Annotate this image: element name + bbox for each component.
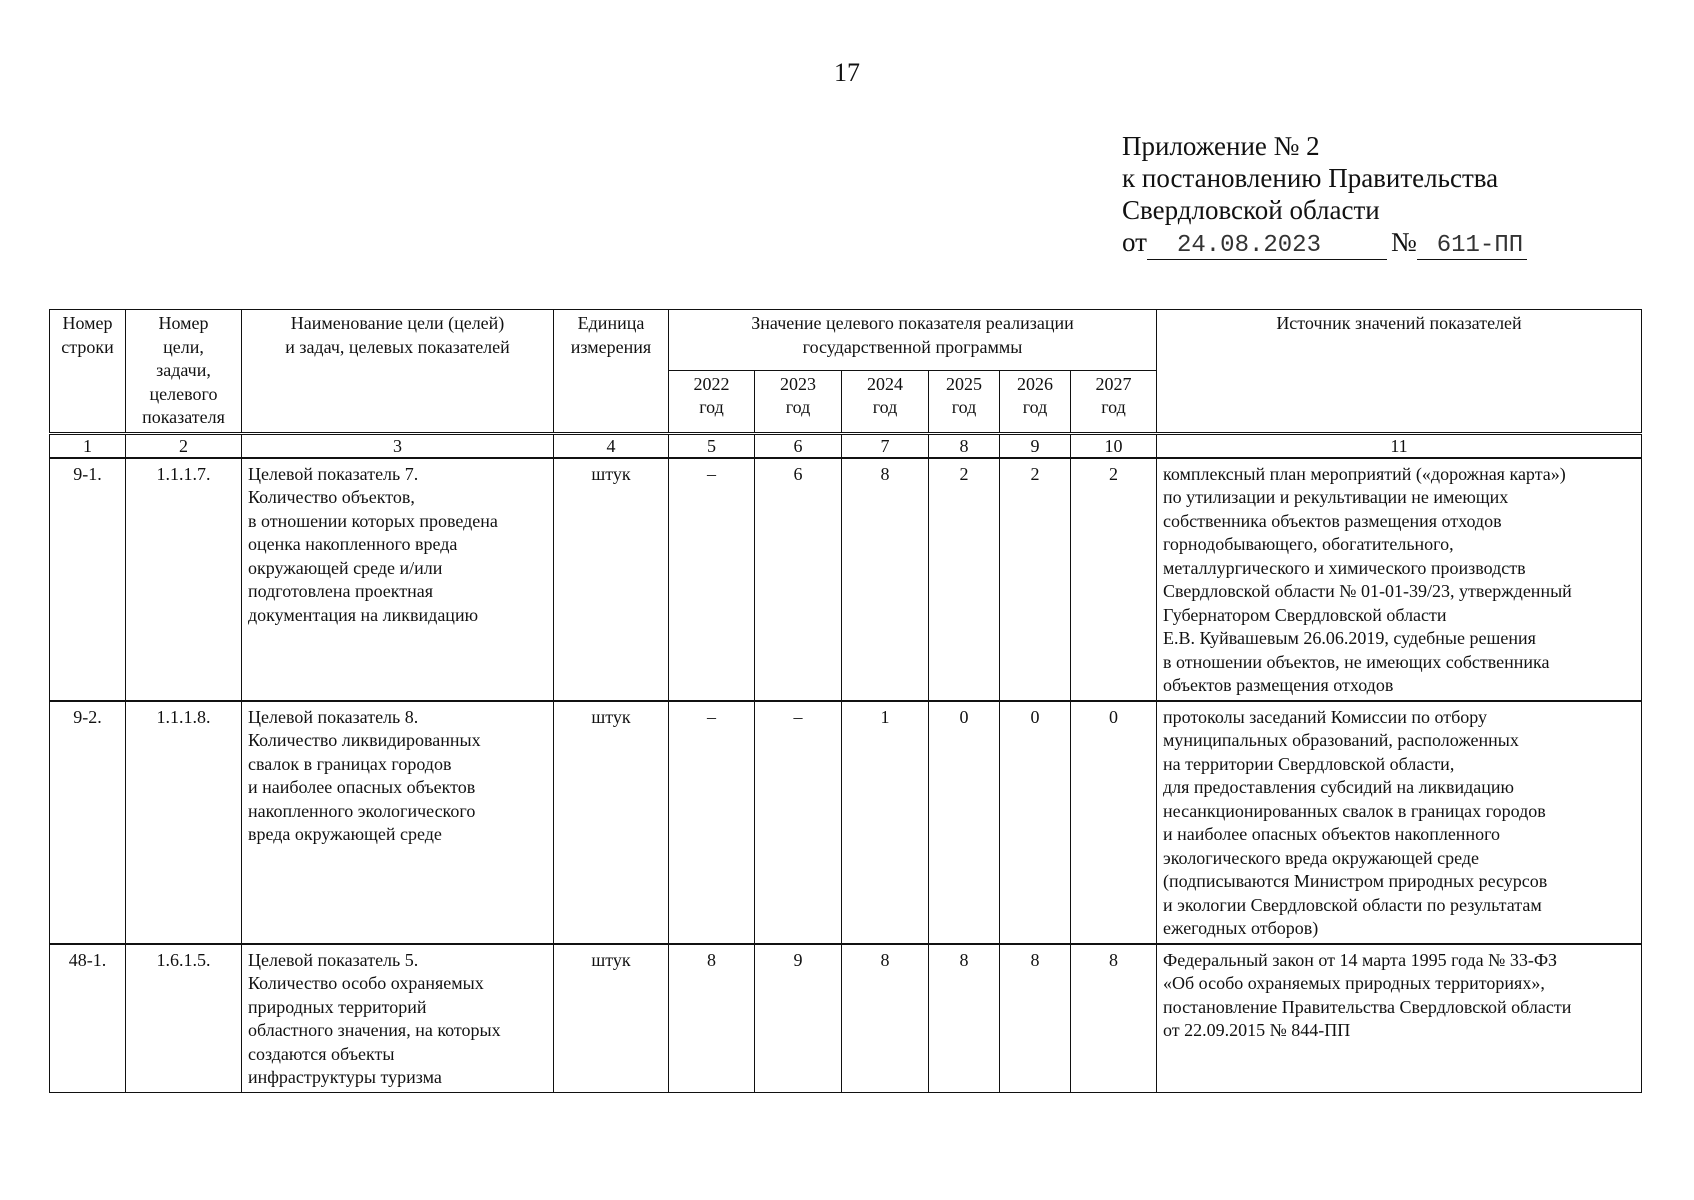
row-number: 9-2. [50, 701, 126, 944]
page-number: 17 [834, 58, 860, 87]
header-year: 2027 год [1071, 370, 1157, 433]
unit: штук [554, 458, 669, 701]
indicator-name: Целевой показатель 7. Количество объектов, в отношении которых проведена оценка накопленного вреда окружающей среде и/или подготовлена проектная документация на ликвидацию [242, 458, 554, 701]
value-2024: 1 [842, 701, 929, 944]
indicator-name: Целевой показатель 8. Количество ликвидированных свалок в границах городов и наиболее опасных объектов накопленного экологического вреда окружающей среде [242, 701, 554, 944]
value-2024: 8 [842, 458, 929, 701]
table-row [50, 701, 1642, 944]
value-2025: 0 [929, 701, 1000, 944]
row-number: 9-1. [50, 458, 126, 701]
value-2027: 2 [1071, 458, 1157, 701]
row-number: 48-1. [50, 944, 126, 1093]
value-2026: 2 [1000, 458, 1071, 701]
value-2023: 9 [755, 944, 842, 1093]
header-year: 2022 год [669, 370, 755, 433]
appendix-block [1122, 130, 1642, 260]
goal-number: 1.6.1.5. [126, 944, 242, 1093]
column-number: 3 [242, 433, 554, 458]
header-unit: Единица измерения [554, 310, 669, 434]
header-value-group: Значение целевого показателя реализации государственной программы [669, 310, 1157, 371]
column-number: 11 [1157, 433, 1642, 458]
value-2023: – [755, 701, 842, 944]
unit: штук [554, 701, 669, 944]
column-numbers-row [50, 433, 1642, 458]
column-number: 2 [126, 433, 242, 458]
appendix-line-region: Свердловской области [1122, 195, 1380, 225]
header-year: 2026 год [1000, 370, 1071, 433]
value-2026: 8 [1000, 944, 1071, 1093]
unit: штук [554, 944, 669, 1093]
value-2022: 8 [669, 944, 755, 1093]
header-year: 2023 год [755, 370, 842, 433]
column-number: 4 [554, 433, 669, 458]
header-year: 2024 год [842, 370, 929, 433]
header-year: 2025 год [929, 370, 1000, 433]
date-prefix: от [1122, 227, 1147, 257]
column-number: 5 [669, 433, 755, 458]
indicators-table [49, 309, 1642, 1093]
appendix-date-line [1122, 226, 1642, 260]
header-name: Наименование цели (целей) и задач, целевых показателей [242, 310, 554, 434]
appendix-title: Приложение № 2 [1122, 131, 1320, 161]
table-row [50, 458, 1642, 701]
value-2023: 6 [755, 458, 842, 701]
column-number: 6 [755, 433, 842, 458]
value-2025: 8 [929, 944, 1000, 1093]
table-row [50, 944, 1642, 1093]
value-2024: 8 [842, 944, 929, 1093]
source: комплексный план мероприятий («дорожная карта») по утилизации и рекультивации не имеющих собственника объектов размещения отходов горнодобывающего, обогатительного, металлургического и химического производств Свердловской области № 01-01-39/23, утвержденный Губернатором Свердловской области Е.В. Куйвашевым 26.06.2019, судебные решения в отношении объектов, не имеющих собственника объектов размещения отходов [1157, 458, 1642, 701]
value-2025: 2 [929, 458, 1000, 701]
source: протоколы заседаний Комиссии по отбору муниципальных образований, расположенных на территории Свердловской области, для предоставления субсидий на ликвидацию несанкционированных свалок в границах городов и наиболее опасных объектов накопленного экологического вреда окружающей среде (подписываются Министром природных ресурсов и экологии Свердловской области по результатам ежегодных отборов) [1157, 701, 1642, 944]
indicator-name: Целевой показатель 5. Количество особо охраняемых природных территорий областного значения, на которых создаются объекты инфраструктуры туризма [242, 944, 554, 1093]
header-goal-number: Номер цели, задачи, целевого показателя [126, 310, 242, 434]
column-number: 10 [1071, 433, 1157, 458]
column-number: 9 [1000, 433, 1071, 458]
number-label: № [1390, 227, 1417, 257]
value-2022: – [669, 458, 755, 701]
decree-date: 24.08.2023 [1147, 233, 1387, 260]
header-row [50, 310, 1642, 371]
header-row-number: Номер строки [50, 310, 126, 434]
goal-number: 1.1.1.8. [126, 701, 242, 944]
value-2026: 0 [1000, 701, 1071, 944]
value-2027: 0 [1071, 701, 1157, 944]
column-number: 7 [842, 433, 929, 458]
appendix-line-decree: к постановлению Правительства [1122, 163, 1499, 193]
goal-number: 1.1.1.7. [126, 458, 242, 701]
decree-number: 611-ПП [1417, 233, 1527, 260]
header-source: Источник значений показателей [1157, 310, 1642, 434]
value-2022: – [669, 701, 755, 944]
column-number: 8 [929, 433, 1000, 458]
value-2027: 8 [1071, 944, 1157, 1093]
column-number: 1 [50, 433, 126, 458]
source: Федеральный закон от 14 марта 1995 года № 33-ФЗ «Об особо охраняемых природных территориях», постановление Правительства Свердловской области от 22.09.2015 № 844-ПП [1157, 944, 1642, 1093]
